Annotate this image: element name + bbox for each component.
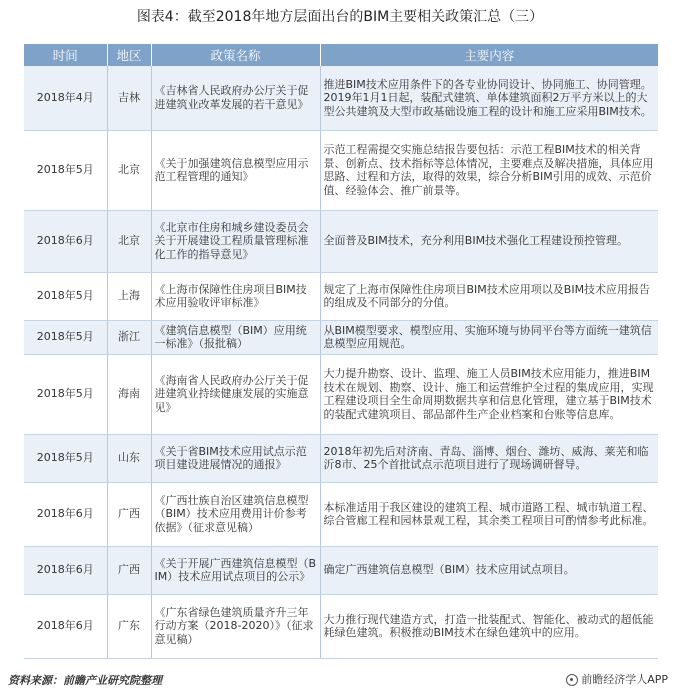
- cell-time: 2018年5月: [24, 320, 107, 354]
- cell-policy: 《吉林省人民政府办公厅关于促进建筑业改革发展的若干意见》: [151, 66, 320, 130]
- source-note: 资料来源：前瞻产业研究院整理: [8, 674, 162, 687]
- policy-table: [24, 44, 658, 659]
- cell-content: 大力提升勘察、设计、监理、施工人员BIM技术应用能力，推进BIM技术在规划、勘察、设计、施工和运营维护全过程的集成应用，实现工程建设项目全生命周期数据共享和信息化管理，建立基于BIM技术的装配式建筑项目、部品部件生产企业档案和台账等信息库。: [320, 354, 658, 434]
- cell-policy: 《广西壮族自治区建筑信息模型（BIM）技术应用费用计价参考依据》（征求意见稿）: [151, 482, 320, 546]
- cell-time: 2018年5月: [24, 130, 107, 210]
- cell-region: 上海: [107, 272, 151, 320]
- cell-policy: 《关于加强建筑信息模型应用示范工程管理的通知》: [151, 130, 320, 210]
- table-row: [24, 482, 658, 546]
- header-time: 时间: [24, 44, 107, 66]
- table-row: [24, 546, 658, 594]
- figure-title: 图表4：截至2018年地方层面出台的BIM主要相关政策汇总（三）: [136, 9, 544, 25]
- table-row: [24, 66, 658, 130]
- cell-content: 示范工程需提交实施总结报告要包括：示范工程BIM技术的相关背景、创新点、技术指标等总体情况，主要难点及解决措施，具体应用思路、过程和方法，取得的效果，综合分析BIM引用的成效、示范价值、经验体会、推广前景等。: [320, 130, 658, 210]
- cell-region: 广西: [107, 482, 151, 546]
- table-row: [24, 434, 658, 482]
- cell-policy: 《北京市住房和城乡建设委员会关于开展建设工程质量管理标准化工作的指导意见》: [151, 210, 320, 272]
- table-row: [24, 272, 658, 320]
- table-row: [24, 320, 658, 354]
- cell-time: 2018年5月: [24, 354, 107, 434]
- cell-content: 2018年初先后对济南、青岛、淄博、烟台、潍坊、威海、莱芜和临沂8市、25个首批试点示范项目进行了现场调研督导。: [320, 434, 658, 482]
- cell-policy: 《海南省人民政府办公厅关于促进建筑业持续健康发展的实施意见》: [151, 354, 320, 434]
- table-row: [24, 130, 658, 210]
- header-region: 地区: [107, 44, 151, 66]
- cell-policy: 《上海市保障性住房项目BIM技术应用验收评审标准》: [151, 272, 320, 320]
- cell-time: 2018年4月: [24, 66, 107, 130]
- cell-region: 吉林: [107, 66, 151, 130]
- cell-policy: 《关于省BIM技术应用试点示范项目建设进展情况的通报》: [151, 434, 320, 482]
- cell-time: 2018年6月: [24, 594, 107, 658]
- cell-time: 2018年5月: [24, 434, 107, 482]
- cell-policy: 《关于开展广西建筑信息模型（BIM）技术应用试点项目的公示》: [151, 546, 320, 594]
- cell-time: 2018年6月: [24, 482, 107, 546]
- cell-time: 2018年5月: [24, 272, 107, 320]
- cell-policy: 《建筑信息模型（BIM）应用统一标准》（报批稿）: [151, 320, 320, 354]
- cell-region: 广西: [107, 546, 151, 594]
- cell-region: 山东: [107, 434, 151, 482]
- brand-credit: [566, 673, 668, 687]
- cell-content: 推进BIM技术应用条件下的各专业协同设计、协同施工、协同管理。2019年1月1日起，装配式建筑、单体建筑面积2万平方米以上的大型公共建筑及大型市政基础设施工程的设计和施工应采用BIM技术。: [320, 66, 658, 130]
- header-content: 主要内容: [320, 44, 658, 66]
- cell-content: 本标准适用于我区建设的建筑工程、城市道路工程、城市轨道工程、综合管廊工程和园林景观工程，其余类工程项目可酌情参考此标准。: [320, 482, 658, 546]
- table-row: [24, 354, 658, 434]
- cell-region: 广东: [107, 594, 151, 658]
- qianzhan-logo-icon: [566, 674, 578, 686]
- cell-policy: 《广东省绿色建筑质量齐升三年行动方案（2018-2020）》（征求意见稿）: [151, 594, 320, 658]
- cell-region: 浙江: [107, 320, 151, 354]
- cell-content: 规定了上海市保障性住房项目BIM技术应用项以及BIM技术应用报告的组成及不同部分的分值。: [320, 272, 658, 320]
- cell-content: 大力推行现代建造方式，打造一批装配式、智能化、被动式的超低能耗绿色建筑。积极推动BIM技术在绿色建筑中的应用。: [320, 594, 658, 658]
- brand-label: 前瞻经济学人APP: [581, 673, 668, 686]
- cell-content: 全面普及BIM技术，充分利用BIM技术强化工程建设预控管理。: [320, 210, 658, 272]
- cell-content: 确定广西建筑信息模型（BIM）技术应用试点项目。: [320, 546, 658, 594]
- cell-region: 海南: [107, 354, 151, 434]
- table-row: [24, 594, 658, 658]
- header-policy: 政策名称: [151, 44, 320, 66]
- cell-time: 2018年6月: [24, 546, 107, 594]
- table-header-row: [24, 44, 658, 66]
- cell-content: 从BIM模型要求、模型应用、实施环境与协同平台等方面统一建筑信息模型应用规范。: [320, 320, 658, 354]
- cell-region: 北京: [107, 130, 151, 210]
- cell-time: 2018年6月: [24, 210, 107, 272]
- table-row: [24, 210, 658, 272]
- cell-region: 北京: [107, 210, 151, 272]
